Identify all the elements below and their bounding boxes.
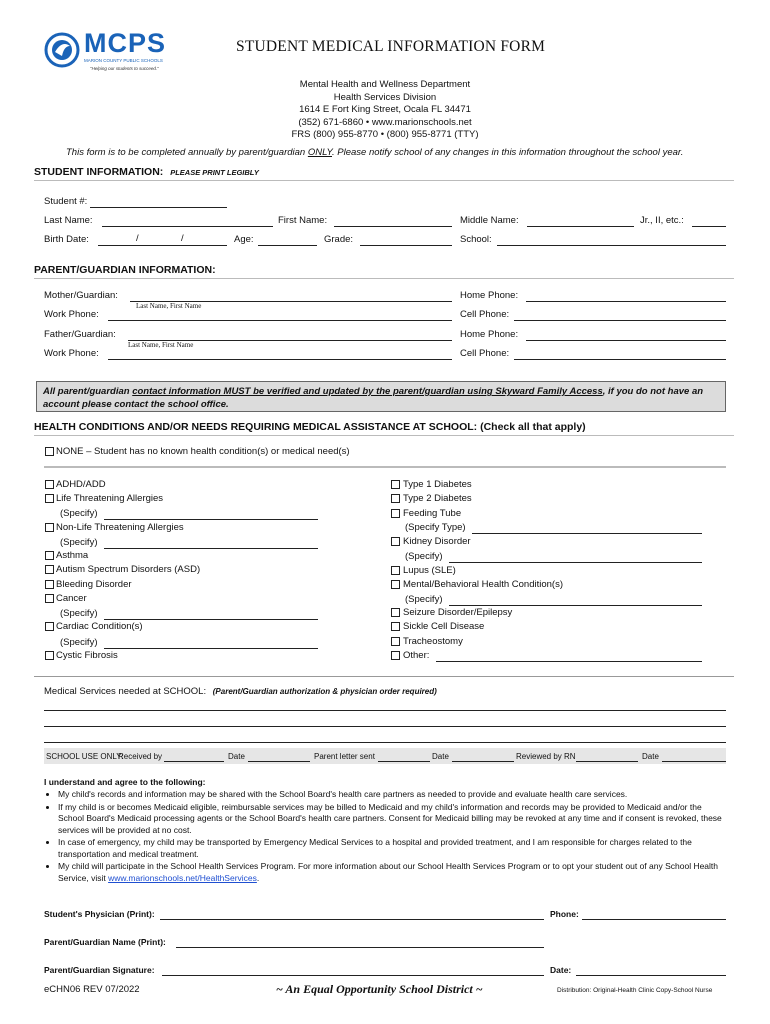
medical-services-line-1[interactable] xyxy=(44,710,726,711)
physician-field[interactable] xyxy=(160,919,544,920)
notice-pre: All parent/guardian xyxy=(43,386,133,397)
cystic-fibrosis-label: Cystic Fibrosis xyxy=(56,650,118,661)
father-work-phone-field[interactable] xyxy=(108,359,452,360)
instruction-post: . Please notify school of any changes in this information throughout the school year. xyxy=(332,147,684,158)
father-work-phone-label: Work Phone: xyxy=(44,348,99,359)
asd-checkbox[interactable] xyxy=(45,565,54,574)
received-by-label: Received by xyxy=(118,752,163,761)
mental-specify-field[interactable] xyxy=(449,605,702,606)
agreement-bullet-1: • My child's records and information may be shared with the School Board's health care partners as needed to provide and evaluate health care services. xyxy=(58,789,726,801)
first-name-label: First Name: xyxy=(278,215,328,226)
life-threatening-allergies-checkbox[interactable] xyxy=(45,494,54,503)
father-cell-phone-label: Cell Phone: xyxy=(460,348,510,359)
mental-health-checkbox[interactable] xyxy=(391,580,400,589)
non-life-threatening-allergies-label: Non-Life Threatening Allergies xyxy=(56,522,184,533)
cancer-checkbox[interactable] xyxy=(45,594,54,603)
instruction-pre: This form is to be completed annually by parent/guardian xyxy=(66,147,308,158)
health-conditions-heading xyxy=(34,421,586,433)
lta-specify-label: (Specify) xyxy=(60,508,98,519)
mental-health-label: Mental/Behavioral Health Condition(s) xyxy=(403,579,563,590)
father-name-hint: Last Name, First Name xyxy=(128,341,194,349)
student-number-label: Student #: xyxy=(44,196,88,207)
physician-phone-field[interactable] xyxy=(582,919,726,920)
medical-services-line-2[interactable] xyxy=(44,726,726,727)
none-label: NONE – Student has no known health condition(s) or medical need(s) xyxy=(56,446,350,457)
first-name-field[interactable] xyxy=(334,226,452,227)
agreement-bullet-4 xyxy=(58,861,726,884)
seizure-checkbox[interactable] xyxy=(391,608,400,617)
notice-underlined: contact information MUST be verified and updated by the parent/guardian using Skyward Family Access xyxy=(132,386,603,397)
school-field[interactable] xyxy=(497,245,726,246)
medical-services-line-3[interactable] xyxy=(44,742,726,743)
asd-label: Autism Spectrum Disorders (ASD) xyxy=(56,564,201,575)
father-home-phone-field[interactable] xyxy=(526,340,726,341)
type1-diabetes-label: Type 1 Diabetes xyxy=(403,479,472,490)
nlta-specify-field[interactable] xyxy=(104,548,318,549)
notice-post: , if you do not have an account please contact the school office. xyxy=(43,386,704,410)
feeding-tube-label: Feeding Tube xyxy=(403,508,462,519)
cardiac-label: Cardiac Condition(s) xyxy=(56,621,143,632)
other-field[interactable] xyxy=(436,661,702,662)
suffix-field[interactable] xyxy=(692,226,726,227)
skyward-notice-box xyxy=(36,381,726,412)
reviewed-date-field[interactable] xyxy=(662,761,726,762)
cardiac-specify-field[interactable] xyxy=(104,648,318,649)
father-guardian-label: Father/Guardian: xyxy=(44,329,116,340)
cystic-fibrosis-checkbox[interactable] xyxy=(45,651,54,660)
form-code: eCHN06 REV 07/2022 xyxy=(44,984,140,995)
kidney-disorder-label: Kidney Disorder xyxy=(403,536,471,547)
bleeding-disorder-label: Bleeding Disorder xyxy=(56,579,132,590)
instruction-only: ONLY xyxy=(307,147,332,158)
asthma-checkbox[interactable] xyxy=(45,551,54,560)
lupus-label: Lupus (SLE) xyxy=(403,565,456,576)
guardian-signature-field[interactable] xyxy=(162,975,544,976)
seizure-label: Seizure Disorder/Epilepsy xyxy=(403,607,513,618)
age-label: Age: xyxy=(234,234,254,245)
school-label: School: xyxy=(460,234,492,245)
birth-date-slash-1: / xyxy=(136,233,139,244)
letter-date-label: Date xyxy=(432,752,449,761)
tracheostomy-checkbox[interactable] xyxy=(391,637,400,646)
physician-phone-label: Phone: xyxy=(550,909,579,919)
middle-name-field[interactable] xyxy=(527,226,634,227)
guardian-signature-label: Parent/Guardian Signature: xyxy=(44,965,155,975)
equal-opportunity-motto: ~ An Equal Opportunity School District ~ xyxy=(276,982,483,996)
signature-date-label: Date: xyxy=(550,965,572,975)
address-line-5: FRS (800) 955-8770 • (800) 955-8771 (TTY) xyxy=(291,129,479,140)
mother-name-hint: Last Name, First Name xyxy=(136,302,202,310)
age-field[interactable] xyxy=(258,245,317,246)
feeding-specify-type-label: (Specify Type) xyxy=(405,522,466,533)
birth-date-label: Birth Date: xyxy=(44,234,89,245)
agreement-list xyxy=(44,789,726,885)
logo-subtext: MARION COUNTY PUBLIC SCHOOLS xyxy=(84,58,163,63)
print-legibly-note: PLEASE PRINT LEGIBLY xyxy=(170,168,259,177)
cardiac-specify-label: (Specify) xyxy=(60,637,98,648)
none-checkbox[interactable] xyxy=(45,447,54,456)
instruction-text xyxy=(66,147,683,158)
birth-date-slash-2: / xyxy=(181,233,184,244)
received-by-field[interactable] xyxy=(164,761,224,762)
health-heading-text: HEALTH CONDITIONS AND/OR NEEDS REQUIRING MEDICAL ASSISTANCE AT SCHOOL: xyxy=(34,421,478,433)
non-life-threatening-allergies-checkbox[interactable] xyxy=(45,523,54,532)
feeding-tube-checkbox[interactable] xyxy=(391,509,400,518)
adhd-label: ADHD/ADD xyxy=(56,479,106,490)
address-line-3: 1614 E Fort King Street, Ocala FL 34471 xyxy=(299,104,471,115)
tracheostomy-label: Tracheostomy xyxy=(403,636,463,647)
cardiac-checkbox[interactable] xyxy=(45,622,54,631)
kidney-specify-field[interactable] xyxy=(449,562,702,563)
student-info-heading xyxy=(34,166,259,178)
nlta-specify-label: (Specify) xyxy=(60,537,98,548)
mother-home-phone-field[interactable] xyxy=(526,301,726,302)
mcps-logo xyxy=(44,30,174,76)
agreement-heading: I understand and agree to the following: xyxy=(44,777,206,787)
student-number-field[interactable] xyxy=(90,207,227,208)
mcps-logo-icon xyxy=(44,32,80,68)
mother-cell-phone-field[interactable] xyxy=(514,320,726,321)
check-all-note: (Check all that apply) xyxy=(480,421,586,433)
parent-letter-field[interactable] xyxy=(378,761,430,762)
letter-date-field[interactable] xyxy=(452,761,514,762)
cancer-label: Cancer xyxy=(56,593,87,604)
type2-diabetes-label: Type 2 Diabetes xyxy=(403,493,472,504)
signature-date-field[interactable] xyxy=(576,975,726,976)
logo-tagline: "Helping our students to succeed." xyxy=(90,66,159,71)
suffix-label: Jr., II, etc.: xyxy=(640,215,684,226)
life-threatening-allergies-label: Life Threatening Allergies xyxy=(56,493,164,504)
sickle-cell-label: Sickle Cell Disease xyxy=(403,621,485,632)
medical-services-label: Medical Services needed at SCHOOL: xyxy=(44,686,207,697)
sickle-cell-checkbox[interactable] xyxy=(391,622,400,631)
mother-guardian-label: Mother/Guardian: xyxy=(44,290,118,301)
physician-label: Student's Physician (Print): xyxy=(44,909,155,919)
mother-work-phone-label: Work Phone: xyxy=(44,309,99,320)
type1-diabetes-checkbox[interactable] xyxy=(391,480,400,489)
grade-label: Grade: xyxy=(324,234,354,245)
received-date-label: Date xyxy=(228,752,245,761)
school-use-only-label: SCHOOL USE ONLY: xyxy=(46,752,124,761)
mother-work-phone-field[interactable] xyxy=(108,320,452,321)
logo-text: MCPS xyxy=(84,28,167,58)
agreement-bullet-2: • If my child is or becomes Medicaid eligible, reimbursable services may be billed to Medicaid and my child's information and records may be provided to Medicaid and/or the School Board's Medicaid processing agents or the School Board's health care partners. Consent for Medicaid billing may be revoked at any time and if consent is revoked, these services will be provided at no cost. xyxy=(58,802,726,837)
reviewed-by-label: Reviewed by RN xyxy=(516,752,576,761)
address-line-2: Health Services Division xyxy=(333,91,437,103)
medical-services-heading xyxy=(44,686,437,697)
grade-field[interactable] xyxy=(360,245,452,246)
mother-cell-phone-label: Cell Phone: xyxy=(460,309,510,320)
received-date-field[interactable] xyxy=(248,761,310,762)
parent-letter-label: Parent letter sent xyxy=(314,752,375,761)
other-label: Other: xyxy=(403,650,430,661)
mother-home-phone-label: Home Phone: xyxy=(460,290,519,301)
address-line-1: Mental Health and Wellness Department xyxy=(299,79,471,90)
father-cell-phone-field[interactable] xyxy=(514,359,726,360)
bullet-4-text: My child will participate in the School Health Services Program. For more information about our School Health Services Program or to opt your student out of any School Health Service, visit xyxy=(58,861,719,883)
other-checkbox[interactable] xyxy=(391,651,400,660)
bleeding-disorder-checkbox[interactable] xyxy=(45,580,54,589)
bullet-4-end: . xyxy=(256,872,260,883)
authorization-note: (Parent/Guardian authorization & physician order required) xyxy=(212,687,437,696)
guardian-name-field[interactable] xyxy=(176,947,544,948)
lta-specify-field[interactable] xyxy=(104,519,318,520)
cancer-specify-label: (Specify) xyxy=(60,608,98,619)
asthma-label: Asthma xyxy=(56,550,89,561)
page-title: STUDENT MEDICAL INFORMATION FORM xyxy=(236,38,546,55)
reviewed-date-label: Date xyxy=(642,752,659,761)
lupus-checkbox[interactable] xyxy=(391,566,400,575)
feeding-specify-type-field[interactable] xyxy=(472,533,702,534)
kidney-disorder-checkbox[interactable] xyxy=(391,537,400,546)
distribution-note: Distribution: Original-Health Clinic Copy-School Nurse xyxy=(557,987,713,994)
address-line-4: (352) 671-6860 • www.marionschools.net xyxy=(298,116,472,128)
adhd-checkbox[interactable] xyxy=(45,480,54,489)
type2-diabetes-checkbox[interactable] xyxy=(391,494,400,503)
agreement-bullet-3: • In case of emergency, my child may be transported by Emergency Medical Services to a hospital and provided treatment, and I am responsible for charges related to the transportation and medical treatment. xyxy=(58,837,726,860)
guardian-name-label: Parent/Guardian Name (Print): xyxy=(44,937,166,947)
birth-date-field[interactable] xyxy=(98,245,227,246)
reviewed-by-field[interactable] xyxy=(576,761,638,762)
student-info-title: STUDENT INFORMATION: xyxy=(34,166,164,178)
middle-name-label: Middle Name: xyxy=(460,215,519,226)
last-name-field[interactable] xyxy=(102,226,273,227)
mental-specify-label: (Specify) xyxy=(405,594,443,605)
kidney-specify-label: (Specify) xyxy=(405,551,443,562)
department-address xyxy=(235,79,535,142)
parent-info-heading: PARENT/GUARDIAN INFORMATION: xyxy=(34,264,216,276)
father-home-phone-label: Home Phone: xyxy=(460,329,519,340)
last-name-label: Last Name: xyxy=(44,215,93,226)
health-services-link[interactable]: www.marionschools.net/HealthServices xyxy=(108,872,257,883)
cancer-specify-field[interactable] xyxy=(104,619,318,620)
